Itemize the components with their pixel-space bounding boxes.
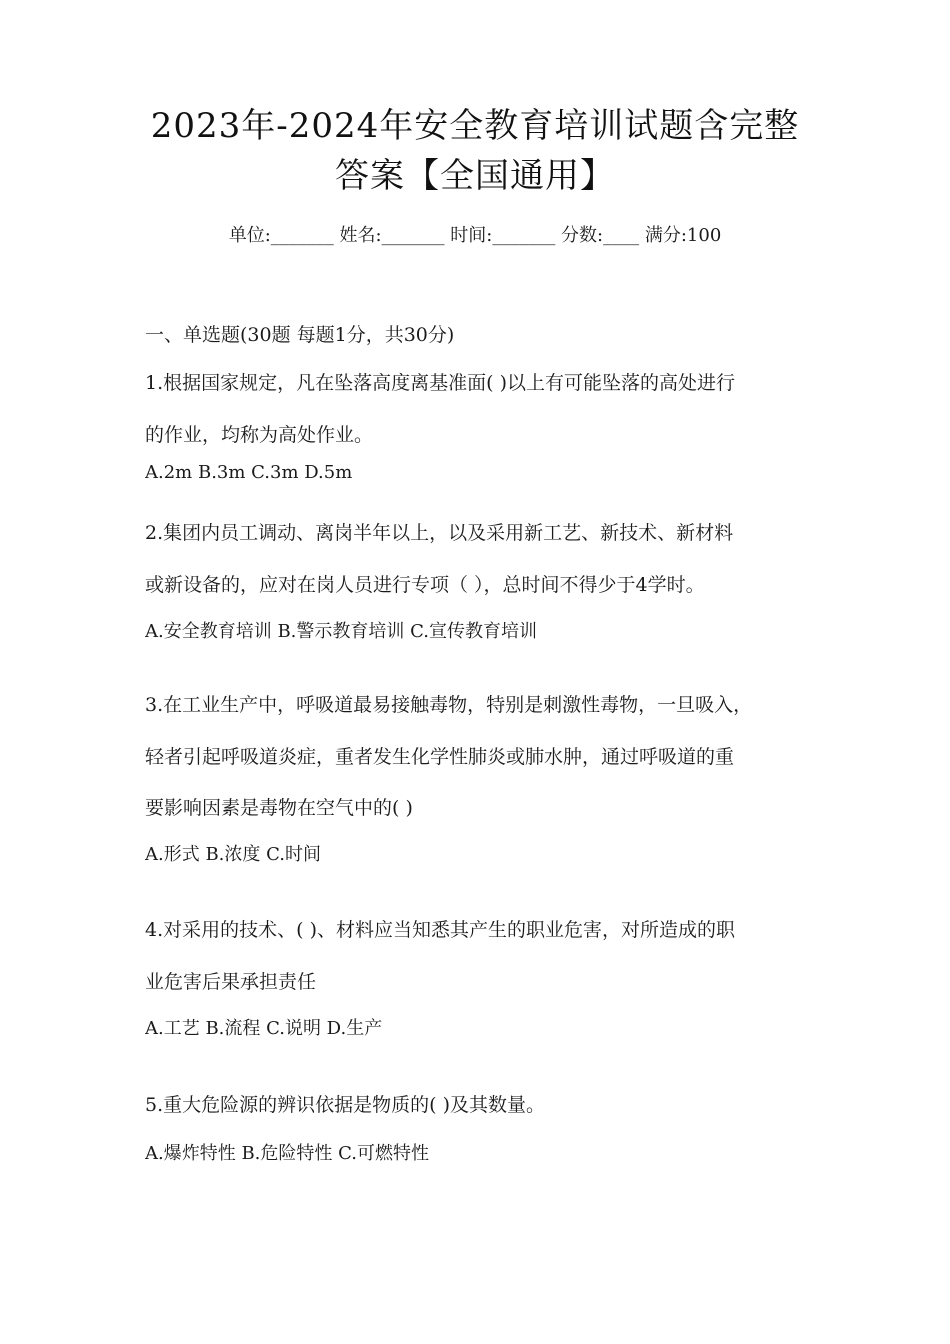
question-3-line-3: 要影响因素是毒物在空气中的( ) (145, 797, 413, 819)
question-2-line-2: 或新设备的，应对在岗人员进行专项（ ），总时间不得少于4学时。 (145, 574, 705, 596)
header-fields: 单位:_______ 姓名:_______ 时间:_______ 分数:____ 满分:100 (228, 225, 722, 246)
section-heading: 一、单选题(30题 每题1分，共30分) (145, 324, 455, 346)
question-5-line-1: 5.重大危险源的辨识依据是物质的( )及其数量。 (145, 1094, 545, 1116)
question-3-options: A.形式 B.浓度 C.时间 (145, 844, 321, 865)
question-1-line-1: 1.根据国家规定，凡在坠落高度离基准面( )以上有可能坠落的高处进行 (145, 372, 735, 394)
question-1-options: A.2m B.3m C.3m D.5m (145, 462, 353, 483)
document-title-line-2: 答案【全国通用】 (335, 156, 615, 196)
question-4-options: A.工艺 B.流程 C.说明 D.生产 (145, 1018, 383, 1039)
question-4-line-2: 业危害后果承担责任 (145, 971, 317, 993)
question-2-options: A.安全教育培训 B.警示教育培训 C.宣传教育培训 (145, 621, 537, 642)
question-1-line-2: 的作业，均称为高处作业。 (145, 424, 374, 446)
question-3-line-2: 轻者引起呼吸道炎症，重者发生化学性肺炎或肺水肿，通过呼吸道的重 (145, 746, 735, 768)
question-2-line-1: 2.集团内员工调动、离岗半年以上，以及采用新工艺、新技术、新材料 (145, 522, 734, 544)
document-title-line-1: 2023年-2024年安全教育培训试题含完整 (150, 106, 800, 146)
question-5-options: A.爆炸特性 B.危险特性 C.可燃特性 (145, 1143, 429, 1164)
question-4-line-1: 4.对采用的技术、( )、材料应当知悉其产生的职业危害，对所造成的职 (145, 919, 735, 941)
question-3-line-1: 3.在工业生产中，呼吸道最易接触毒物，特别是刺激性毒物，一旦吸入， (145, 694, 753, 716)
